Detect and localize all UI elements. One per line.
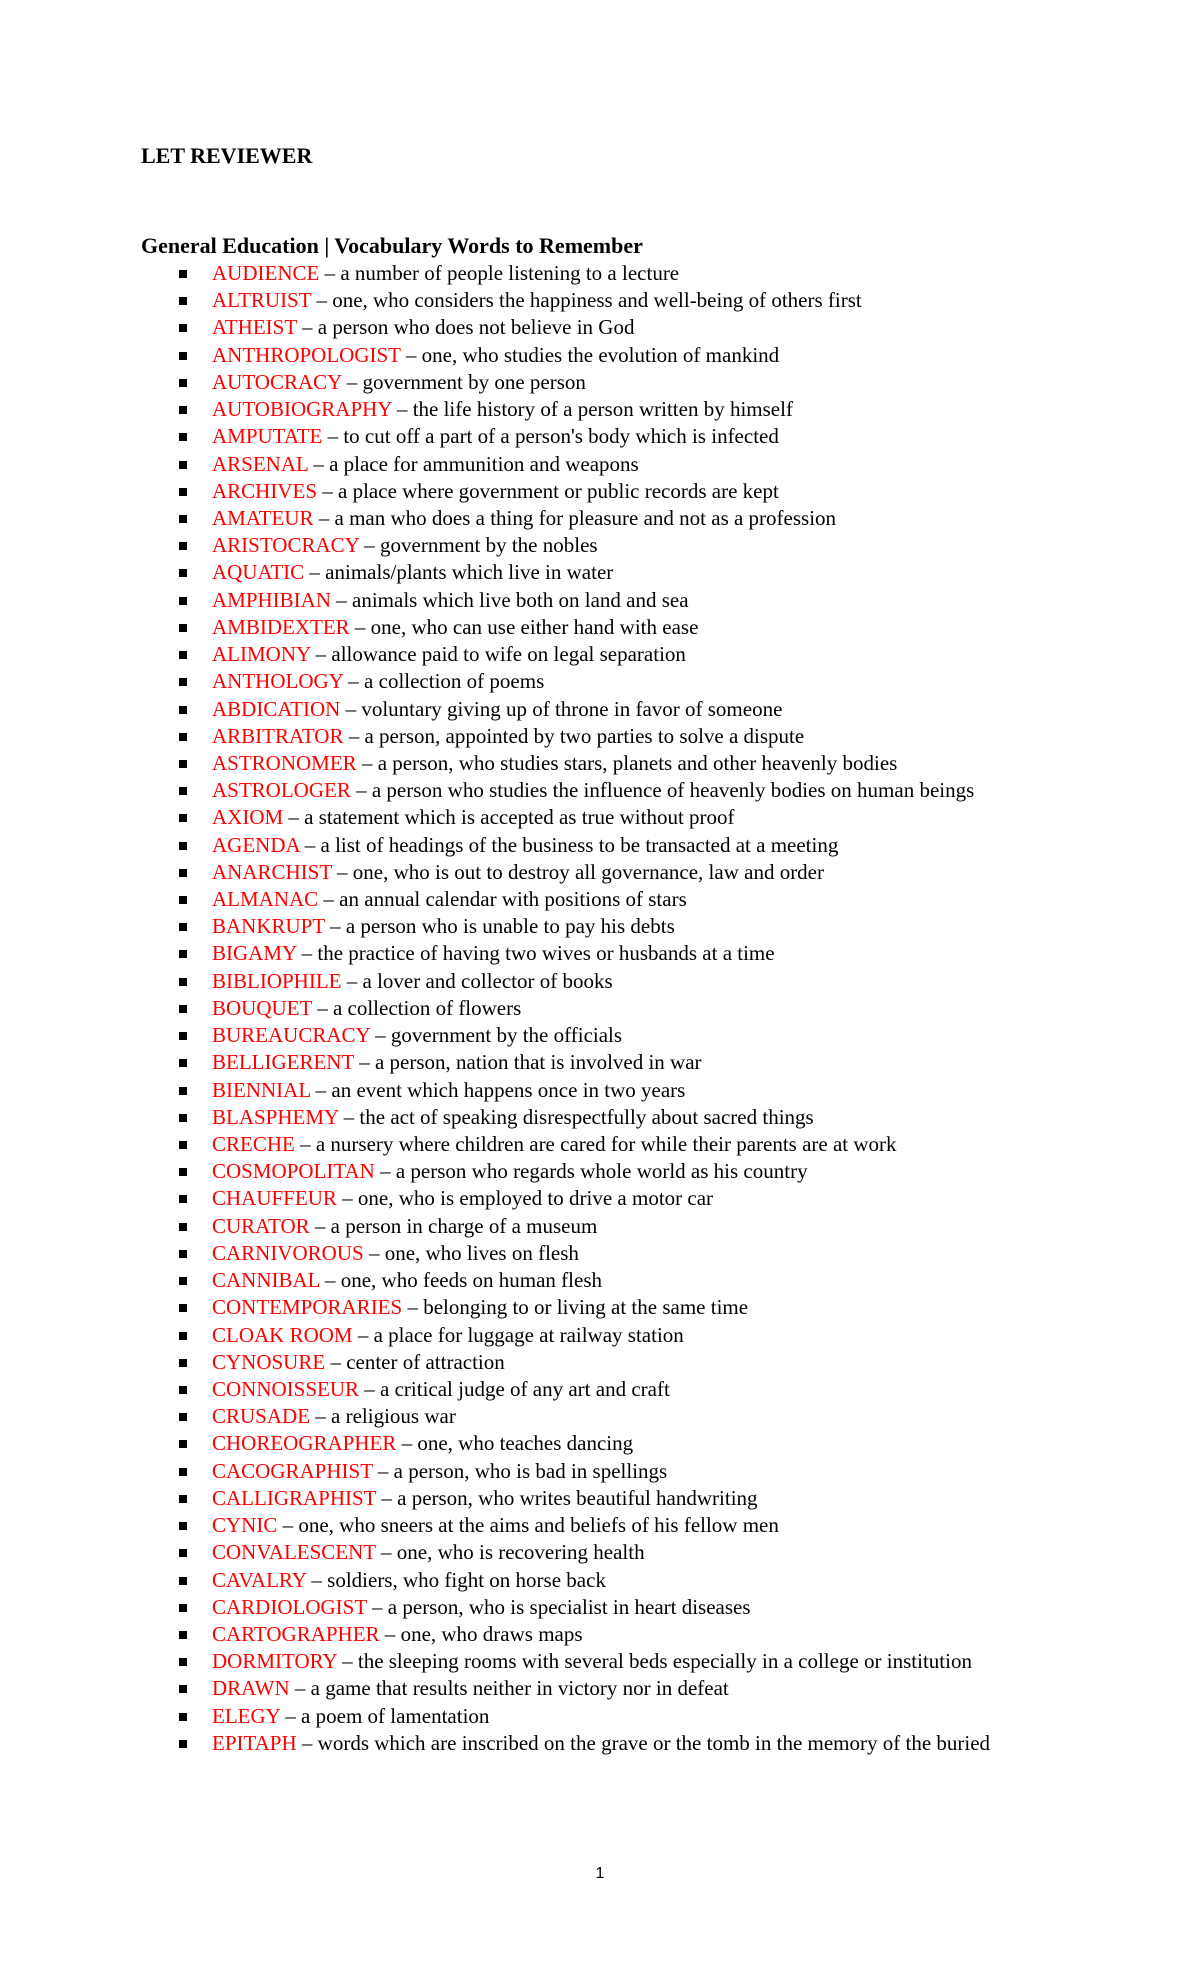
vocabulary-entry <box>0 1213 1200 1240</box>
term-separator: – <box>325 1349 347 1374</box>
vocabulary-entry <box>0 1077 1200 1104</box>
vocabulary-term: AUDIENCE <box>212 261 320 285</box>
vocabulary-term: ALMANAC <box>212 887 319 912</box>
term-separator: – <box>331 859 353 884</box>
vocabulary-entry <box>0 750 1200 777</box>
vocabulary-definition: a religious war <box>331 1404 456 1429</box>
vocabulary-entry <box>0 1349 1200 1376</box>
vocabulary-entry <box>0 777 1200 804</box>
vocabulary-term: AGENDA <box>212 832 300 857</box>
square-bullet-icon <box>179 787 187 795</box>
term-separator: – <box>296 1730 318 1755</box>
vocabulary-definition: belonging to or living at the same time <box>423 1295 749 1320</box>
vocabulary-term: CHAUFFEUR <box>212 1186 337 1211</box>
vocabulary-definition: the sleeping rooms with several beds especially in a college or institution <box>357 1649 972 1674</box>
vocabulary-term: BLASPHEMY <box>212 1104 339 1129</box>
vocabulary-definition: one, who is recovering health <box>396 1540 645 1565</box>
vocabulary-entry <box>0 804 1200 831</box>
square-bullet-icon <box>179 1495 187 1503</box>
vocabulary-term: AUTOBIOGRAPHY <box>212 397 392 422</box>
vocabulary-definition: one, who is out to destroy all governance, law and order <box>352 859 824 884</box>
square-bullet-icon <box>179 324 187 332</box>
term-separator: – <box>308 451 330 476</box>
vocabulary-term: ATHEIST <box>212 315 297 340</box>
square-bullet-icon <box>179 1250 187 1258</box>
square-bullet-icon <box>179 379 187 387</box>
term-separator: – <box>309 1213 331 1238</box>
vocabulary-definition: a person who studies the influence of heavenly bodies on human beings <box>371 778 975 803</box>
term-separator: – <box>341 369 363 394</box>
term-separator: – <box>379 1621 401 1646</box>
vocabulary-definition: a person, who is bad in spellings <box>393 1458 668 1483</box>
term-separator: – <box>319 261 341 285</box>
vocabulary-definition: a critical judge of any art and craft <box>380 1376 670 1401</box>
vocabulary-term: AUTOCRACY <box>212 369 342 394</box>
square-bullet-icon <box>179 461 187 469</box>
term-separator: – <box>280 1703 302 1728</box>
vocabulary-term: AMBIDEXTER <box>212 614 350 639</box>
term-separator: – <box>375 1540 397 1565</box>
vocabulary-definition: allowance paid to wife on legal separation <box>331 642 686 667</box>
term-separator: – <box>306 1567 328 1592</box>
vocabulary-definition: a person who regards whole world as his country <box>395 1159 808 1184</box>
vocabulary-definition: one, who teaches dancing <box>417 1431 634 1456</box>
square-bullet-icon <box>179 706 187 714</box>
vocabulary-term: ELEGY <box>212 1703 281 1728</box>
term-separator: – <box>283 805 305 830</box>
vocabulary-term: CYNOSURE <box>212 1349 326 1374</box>
vocabulary-definition: a person, nation that is involved in war <box>374 1050 702 1075</box>
square-bullet-icon <box>179 1059 187 1067</box>
term-separator: – <box>310 642 332 667</box>
vocabulary-term: BIBLIOPHILE <box>212 968 342 993</box>
vocabulary-term: ASTRONOMER <box>212 750 357 775</box>
vocabulary-entry <box>0 832 1200 859</box>
vocabulary-entry <box>0 641 1200 668</box>
vocabulary-term: DORMITORY <box>212 1649 337 1674</box>
vocabulary-definition: a game that results neither in victory nor in defeat <box>310 1676 729 1701</box>
vocabulary-term: BOUQUET <box>212 995 312 1020</box>
square-bullet-icon <box>179 760 187 768</box>
vocabulary-term: CRUSADE <box>212 1404 311 1429</box>
vocabulary-term: DRAWN <box>212 1676 290 1701</box>
term-separator: – <box>311 288 333 313</box>
vocabulary-entry <box>0 1567 1200 1594</box>
vocabulary-definition: a number of people listening to a lecture <box>340 261 680 285</box>
term-separator: – <box>391 397 413 422</box>
term-separator: – <box>363 1240 385 1265</box>
square-bullet-icon <box>179 1740 187 1748</box>
vocabulary-definition: the practice of having two wives or husbands at a time <box>317 941 775 966</box>
vocabulary-term: ASTROLOGER <box>212 778 351 803</box>
square-bullet-icon <box>179 1685 187 1693</box>
term-separator: – <box>313 505 335 530</box>
vocabulary-definition: a person, who is specialist in heart diseases <box>387 1594 751 1619</box>
vocabulary-definition: a person who is unable to pay his debts <box>345 914 675 939</box>
vocabulary-entry <box>0 1648 1200 1675</box>
square-bullet-icon <box>179 1440 187 1448</box>
vocabulary-entry <box>0 478 1200 505</box>
vocabulary-entry <box>0 1730 1200 1757</box>
vocabulary-term: ANTHOLOGY <box>212 669 344 694</box>
square-bullet-icon <box>179 678 187 686</box>
vocabulary-entry <box>0 587 1200 614</box>
vocabulary-entry <box>0 1322 1200 1349</box>
square-bullet-icon <box>179 1277 187 1285</box>
term-separator: – <box>402 1295 424 1320</box>
square-bullet-icon <box>179 597 187 605</box>
vocabulary-entry <box>0 1621 1200 1648</box>
term-separator: – <box>296 315 318 340</box>
term-separator: – <box>372 1458 394 1483</box>
vocabulary-definition: a place for ammunition and weapons <box>329 451 639 476</box>
term-separator: – <box>338 1104 360 1129</box>
vocabulary-entry <box>0 1594 1200 1621</box>
term-separator: – <box>299 832 321 857</box>
vocabulary-term: BUREAUCRACY <box>212 1023 370 1048</box>
section-heading: General Education | Vocabulary Words to Remember <box>141 233 643 258</box>
square-bullet-icon <box>179 1005 187 1013</box>
vocabulary-entry <box>0 1485 1200 1512</box>
square-bullet-icon <box>179 1332 187 1340</box>
vocabulary-definition: voluntary giving up of throne in favor of someone <box>361 696 783 721</box>
term-separator: – <box>340 696 362 721</box>
term-separator: – <box>359 533 381 558</box>
vocabulary-term: ANTHROPOLOGIST <box>212 342 401 367</box>
vocabulary-entry <box>0 505 1200 532</box>
vocabulary-definition: government by the nobles <box>380 533 598 558</box>
vocabulary-term: AMPUTATE <box>212 424 323 449</box>
square-bullet-icon <box>179 950 187 958</box>
vocabulary-term: BANKRUPT <box>212 914 325 939</box>
vocabulary-definition: a person who does not believe in God <box>317 315 635 340</box>
square-bullet-icon <box>179 1631 187 1639</box>
vocabulary-entry <box>0 314 1200 341</box>
vocabulary-definition: a place where government or public records are kept <box>338 478 779 503</box>
term-separator: – <box>322 424 344 449</box>
vocabulary-entry <box>0 1185 1200 1212</box>
vocabulary-definition: an event which happens once in two years <box>331 1077 686 1102</box>
vocabulary-term: ALIMONY <box>212 642 311 667</box>
square-bullet-icon <box>179 1223 187 1231</box>
vocabulary-entry <box>0 287 1200 314</box>
vocabulary-definition: animals which live both on land and sea <box>352 587 689 612</box>
square-bullet-icon <box>179 1713 187 1721</box>
vocabulary-term: CHOREOGRAPHER <box>212 1431 397 1456</box>
square-bullet-icon <box>179 1195 187 1203</box>
square-bullet-icon <box>179 406 187 414</box>
term-separator: – <box>289 1676 311 1701</box>
term-separator: – <box>343 723 365 748</box>
vocabulary-entry <box>0 1376 1200 1403</box>
square-bullet-icon <box>179 433 187 441</box>
vocabulary-term: CYNIC <box>212 1513 278 1538</box>
vocabulary-entry <box>0 940 1200 967</box>
vocabulary-entry <box>0 1294 1200 1321</box>
term-separator: – <box>396 1431 418 1456</box>
vocabulary-term: ANARCHIST <box>212 859 332 884</box>
term-separator: – <box>376 1485 398 1510</box>
square-bullet-icon <box>179 352 187 360</box>
vocabulary-term: COSMOPOLITAN <box>212 1159 375 1184</box>
vocabulary-entry <box>0 342 1200 369</box>
vocabulary-term: AMATEUR <box>212 505 314 530</box>
square-bullet-icon <box>179 270 187 278</box>
page-number: 1 <box>595 1865 605 1882</box>
vocabulary-entry <box>0 886 1200 913</box>
square-bullet-icon <box>179 1604 187 1612</box>
vocabulary-term: CONVALESCENT <box>212 1540 376 1565</box>
vocabulary-entry <box>0 559 1200 586</box>
vocabulary-term: CAVALRY <box>212 1567 307 1592</box>
square-bullet-icon <box>179 1549 187 1557</box>
square-bullet-icon <box>179 733 187 741</box>
square-bullet-icon <box>179 1141 187 1149</box>
vocabulary-definition: one, who lives on flesh <box>384 1240 579 1265</box>
vocabulary-term: CANNIBAL <box>212 1268 320 1293</box>
vocabulary-definition: one, who feeds on human flesh <box>340 1268 602 1293</box>
vocabulary-entry <box>0 859 1200 886</box>
vocabulary-entry <box>0 614 1200 641</box>
vocabulary-entry <box>0 668 1200 695</box>
term-separator: – <box>369 1023 391 1048</box>
term-separator: – <box>319 1268 341 1293</box>
vocabulary-term: ABDICATION <box>212 696 341 721</box>
vocabulary-entry <box>0 1240 1200 1267</box>
vocabulary-definition: an annual calendar with positions of stars <box>339 887 687 912</box>
vocabulary-entry <box>0 1158 1200 1185</box>
vocabulary-term: CARTOGRAPHER <box>212 1621 380 1646</box>
vocabulary-entry <box>0 1675 1200 1702</box>
term-separator: – <box>356 750 378 775</box>
term-separator: – <box>336 1649 358 1674</box>
square-bullet-icon <box>179 488 187 496</box>
term-separator: – <box>331 587 353 612</box>
vocabulary-definition: one, who considers the happiness and well-being of others first <box>332 288 862 313</box>
term-separator: – <box>341 968 363 993</box>
vocabulary-term: AXIOM <box>212 805 284 830</box>
vocabulary-entry <box>0 260 1200 287</box>
vocabulary-entry <box>0 1131 1200 1158</box>
vocabulary-list <box>0 260 1200 1757</box>
vocabulary-entry <box>0 369 1200 396</box>
vocabulary-definition: a nursery where children are cared for while their parents are at work <box>315 1132 897 1156</box>
square-bullet-icon <box>179 1114 187 1122</box>
vocabulary-definition: a lover and collector of books <box>362 968 613 993</box>
vocabulary-definition: the act of speaking disrespectfully about sacred things <box>359 1104 814 1129</box>
square-bullet-icon <box>179 1168 187 1176</box>
vocabulary-term: CONTEMPORARIES <box>212 1295 403 1320</box>
square-bullet-icon <box>179 624 187 632</box>
vocabulary-entry <box>0 1049 1200 1076</box>
vocabulary-term: EPITAPH <box>212 1730 297 1755</box>
vocabulary-entry <box>0 723 1200 750</box>
vocabulary-entry <box>0 968 1200 995</box>
vocabulary-definition: a statement which is accepted as true without proof <box>304 805 735 830</box>
vocabulary-entry <box>0 1430 1200 1457</box>
term-separator: – <box>310 1404 332 1429</box>
term-separator: – <box>277 1513 299 1538</box>
term-separator: – <box>317 478 339 503</box>
square-bullet-icon <box>179 978 187 986</box>
vocabulary-term: BIENNIAL <box>212 1077 311 1102</box>
term-separator: – <box>343 669 365 694</box>
vocabulary-entry <box>0 696 1200 723</box>
document-title: LET REVIEWER <box>141 143 313 168</box>
vocabulary-definition: a man who does a thing for pleasure and not as a profession <box>334 505 837 530</box>
term-separator: – <box>353 1050 375 1075</box>
vocabulary-definition: a person in charge of a museum <box>330 1213 598 1238</box>
vocabulary-term: ARISTOCRACY <box>212 533 360 558</box>
vocabulary-definition: a person, who writes beautiful handwriting <box>397 1485 758 1510</box>
term-separator: – <box>352 1322 374 1347</box>
vocabulary-definition: soldiers, who fight on horse back <box>327 1567 606 1592</box>
square-bullet-icon <box>179 515 187 523</box>
vocabulary-term: BELLIGERENT <box>212 1050 354 1075</box>
square-bullet-icon <box>179 814 187 822</box>
vocabulary-definition: one, who is employed to drive a motor car <box>357 1186 714 1211</box>
square-bullet-icon <box>179 297 187 305</box>
vocabulary-term: ARCHIVES <box>212 478 318 503</box>
vocabulary-entry <box>0 913 1200 940</box>
square-bullet-icon <box>179 569 187 577</box>
term-separator: – <box>400 342 422 367</box>
vocabulary-term: AQUATIC <box>212 560 305 585</box>
square-bullet-icon <box>179 923 187 931</box>
term-separator: – <box>304 560 326 585</box>
square-bullet-icon <box>179 1032 187 1040</box>
term-separator: – <box>294 1132 316 1156</box>
term-separator: – <box>349 614 371 639</box>
vocabulary-entry <box>0 1539 1200 1566</box>
vocabulary-definition: one, who draws maps <box>400 1621 583 1646</box>
vocabulary-entry <box>0 1267 1200 1294</box>
square-bullet-icon <box>179 1522 187 1530</box>
vocabulary-entry <box>0 396 1200 423</box>
vocabulary-entry <box>0 1703 1200 1730</box>
square-bullet-icon <box>179 1386 187 1394</box>
vocabulary-term: CARNIVOROUS <box>212 1240 364 1265</box>
vocabulary-term: CURATOR <box>212 1213 310 1238</box>
vocabulary-term: CLOAK ROOM <box>212 1322 353 1347</box>
vocabulary-entry <box>0 1022 1200 1049</box>
vocabulary-definition: a collection of flowers <box>332 995 522 1020</box>
term-separator: – <box>374 1159 396 1184</box>
vocabulary-entry <box>0 1104 1200 1131</box>
term-separator: – <box>324 914 346 939</box>
square-bullet-icon <box>179 1304 187 1312</box>
vocabulary-term: CARDIOLOGIST <box>212 1594 367 1619</box>
vocabulary-term: BIGAMY <box>212 941 297 966</box>
vocabulary-definition: a poem of lamentation <box>301 1703 490 1728</box>
square-bullet-icon <box>179 542 187 550</box>
vocabulary-term: CALLIGRAPHIST <box>212 1485 377 1510</box>
vocabulary-definition: a collection of poems <box>364 669 545 694</box>
term-separator: – <box>350 778 372 803</box>
vocabulary-term: ARSENAL <box>212 451 309 476</box>
vocabulary-entry <box>0 423 1200 450</box>
square-bullet-icon <box>179 1468 187 1476</box>
square-bullet-icon <box>179 1658 187 1666</box>
term-separator: – <box>359 1376 381 1401</box>
vocabulary-definition: a place for luggage at railway station <box>373 1322 684 1347</box>
term-separator: – <box>318 887 340 912</box>
vocabulary-definition: government by the officials <box>390 1023 623 1048</box>
term-separator: – <box>336 1186 358 1211</box>
vocabulary-term: ALTRUIST <box>212 288 312 313</box>
vocabulary-entry <box>0 1512 1200 1539</box>
vocabulary-definition: one, who sneers at the aims and beliefs of his fellow men <box>298 1513 779 1538</box>
term-separator: – <box>366 1594 388 1619</box>
vocabulary-definition: center of attraction <box>346 1349 505 1374</box>
square-bullet-icon <box>179 1359 187 1367</box>
vocabulary-entry <box>0 995 1200 1022</box>
square-bullet-icon <box>179 896 187 904</box>
vocabulary-entry <box>0 1458 1200 1485</box>
vocabulary-entry <box>0 451 1200 478</box>
square-bullet-icon <box>179 842 187 850</box>
term-separator: – <box>310 1077 332 1102</box>
square-bullet-icon <box>179 1087 187 1095</box>
square-bullet-icon <box>179 869 187 877</box>
vocabulary-definition: a person, appointed by two parties to solve a dispute <box>364 723 805 748</box>
vocabulary-definition: one, who studies the evolution of mankind <box>421 342 780 367</box>
vocabulary-definition: a person, who studies stars, planets and other heavenly bodies <box>377 750 898 775</box>
vocabulary-definition: words which are inscribed on the grave or the tomb in the memory of the buried <box>317 1730 991 1755</box>
square-bullet-icon <box>179 1413 187 1421</box>
square-bullet-icon <box>179 1577 187 1585</box>
vocabulary-definition: the life history of a person written by himself <box>412 397 793 422</box>
term-separator: – <box>311 995 333 1020</box>
vocabulary-term: CRECHE <box>212 1132 295 1156</box>
term-separator: – <box>296 941 318 966</box>
vocabulary-term: CONNOISSEUR <box>212 1376 360 1401</box>
vocabulary-entry <box>0 1403 1200 1430</box>
vocabulary-definition: government by one person <box>362 369 586 394</box>
vocabulary-definition: a list of headings of the business to be transacted at a meeting <box>320 832 839 857</box>
square-bullet-icon <box>179 651 187 659</box>
vocabulary-term: AMPHIBIAN <box>212 587 332 612</box>
vocabulary-term: CACOGRAPHIST <box>212 1458 373 1483</box>
vocabulary-definition: one, who can use either hand with ease <box>370 614 699 639</box>
vocabulary-definition: animals/plants which live in water <box>325 560 614 585</box>
vocabulary-entry <box>0 532 1200 559</box>
vocabulary-definition: to cut off a part of a person's body which is infected <box>343 424 779 449</box>
vocabulary-term: ARBITRATOR <box>212 723 344 748</box>
